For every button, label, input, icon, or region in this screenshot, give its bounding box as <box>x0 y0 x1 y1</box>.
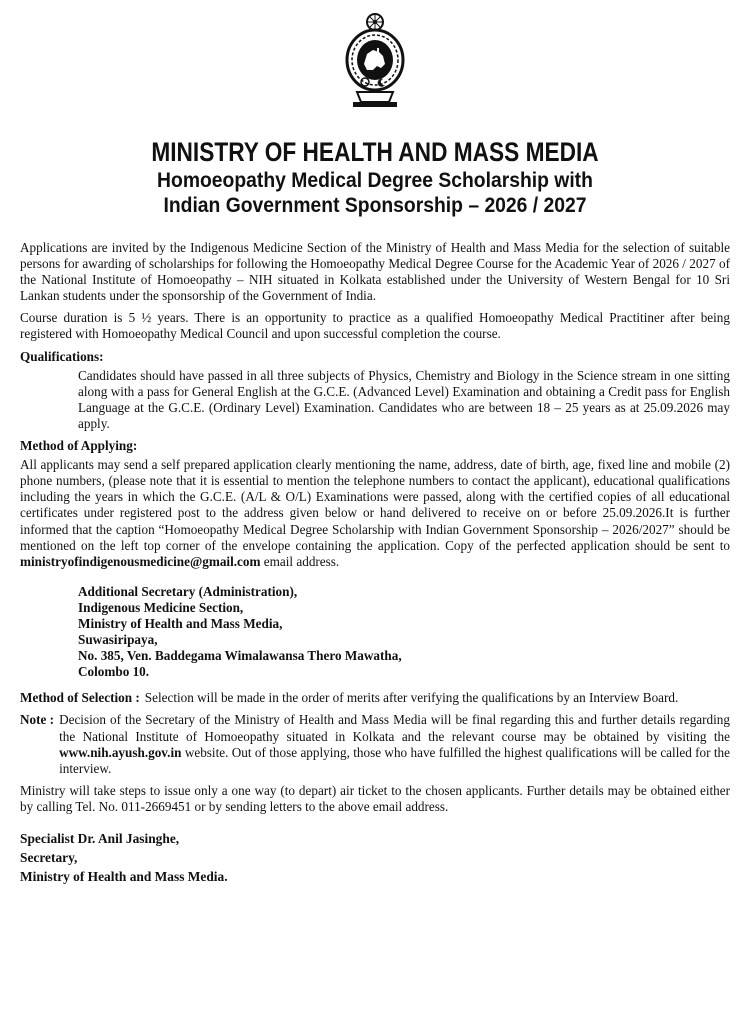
note-label: Note : <box>20 712 55 728</box>
address-line: Colombo 10. <box>78 664 150 680</box>
duration-paragraph: Course duration is 5 ½ years. There is an opportunity to practice as a qualified Homoeopathy Medical Practitiner after being registered with Homoeopathy Medical Council and upon successful completion the course. <box>20 310 730 342</box>
note-text-after: website. Out of those applying, those who have fulfilled the highest qualifications will be called for the interview. <box>59 744 731 776</box>
qualifications-heading: Qualifications: <box>20 348 104 364</box>
method-of-applying-text <box>20 457 730 570</box>
state-emblem-icon <box>337 12 413 110</box>
applying-text-after: email address. <box>263 553 340 569</box>
method-of-selection <box>20 690 730 706</box>
applying-text: All applicants may send a self prepared application clearly mentioning the name, address, date of birth, age, fixed line and mobile (2) phone numbers, (please note that it is essential to mention the telephone numbers to contact the applicant), educational qualifications including the years in which the G.C.E. (A/L & O/L) Examinations were passed, along with the certified copies of all educational certificates under registered post to the address given below or hand delivered to receive on or before 25.09.2026.It is further informed that the caption “Homoeopathy Medical Degree Scholarship with Indian Government Sponsorship – 2026/2027” should be mentioned on the left top corner of the envelope containing the application. Copy of the perfected application should be sent to <box>20 457 730 553</box>
method-of-selection-text: Selection will be made in the order of merits after verifying the qualifications by an Interview Board. <box>144 690 679 706</box>
address-line: Suwasiripaya, <box>78 632 158 648</box>
email-address: ministryofindigenousmedicine@gmail.com <box>20 553 261 569</box>
signature-line: Ministry of Health and Mass Media. <box>20 869 228 884</box>
note-section <box>20 712 730 776</box>
signature-line: Specialist Dr. Anil Jasinghe, <box>20 831 180 846</box>
address-line: Indigenous Medicine Section, <box>78 599 244 615</box>
intro-paragraph: Applications are invited by the Indigenous Medicine Section of the Ministry of Health and Mass Media for the selection of suitable persons for awarding of scholarships for following the Homoeopathy Medical Degree Course for the Academic Year of 2026 / 2027 of the National Institute of Homoeopathy – NIH situated in Kolkata established under the University of Western Bengal for 10 Sri Lankan students under the sponsorship of the Government of India. <box>20 240 730 304</box>
signature-block <box>20 829 730 886</box>
address-line: No. 385, Ven. Baddegama Wimalawansa Thero Mawatha, <box>78 648 402 664</box>
method-of-applying-heading: Method of Applying: <box>20 438 138 454</box>
qualifications-text: Candidates should have passed in all three subjects of Physics, Chemistry and Biology in the Science stream in one sitting along with a pass for General English at the G.C.E. (Advanced Level) Examination and obtaining a Credit pass for English Language at the G.C.E. (Ordinary Level) Examination. Candidates who are between 18 – 25 years as at 25.09.2026 may apply. <box>78 367 730 431</box>
address-line: Ministry of Health and Mass Media, <box>78 615 283 631</box>
website-url: www.nih.ayush.gov.in <box>59 744 182 760</box>
signature-line: Secretary, <box>20 850 78 865</box>
method-of-selection-label: Method of Selection : <box>20 690 140 706</box>
notice-title-line2: Indian Government Sponsorship – 2026 / 2027 <box>163 194 587 217</box>
notice-body <box>20 240 730 886</box>
ticket-paragraph: Ministry will take steps to issue only a one way (to depart) air ticket to the chosen applicants. Further details may be obtained either by calling Tel. No. 011-2669451 or by sending letters to the above email address. <box>20 782 730 814</box>
notice-title-line1: Homoeopathy Medical Degree Scholarship with <box>157 169 593 192</box>
postal-address <box>20 584 730 681</box>
address-line: Additional Secretary (Administration), <box>78 583 298 599</box>
notice-header <box>0 118 750 218</box>
ministry-title: MINISTRY OF HEALTH AND MASS MEDIA <box>151 137 599 167</box>
note-text <box>54 712 730 776</box>
note-text-before: Decision of the Secretary of the Ministry of Health and Mass Media will be final regarding this and further details regarding the National Institute of Homoeopathy situated in Kolkata and the relevant course may be obtained by visiting the <box>59 712 730 744</box>
